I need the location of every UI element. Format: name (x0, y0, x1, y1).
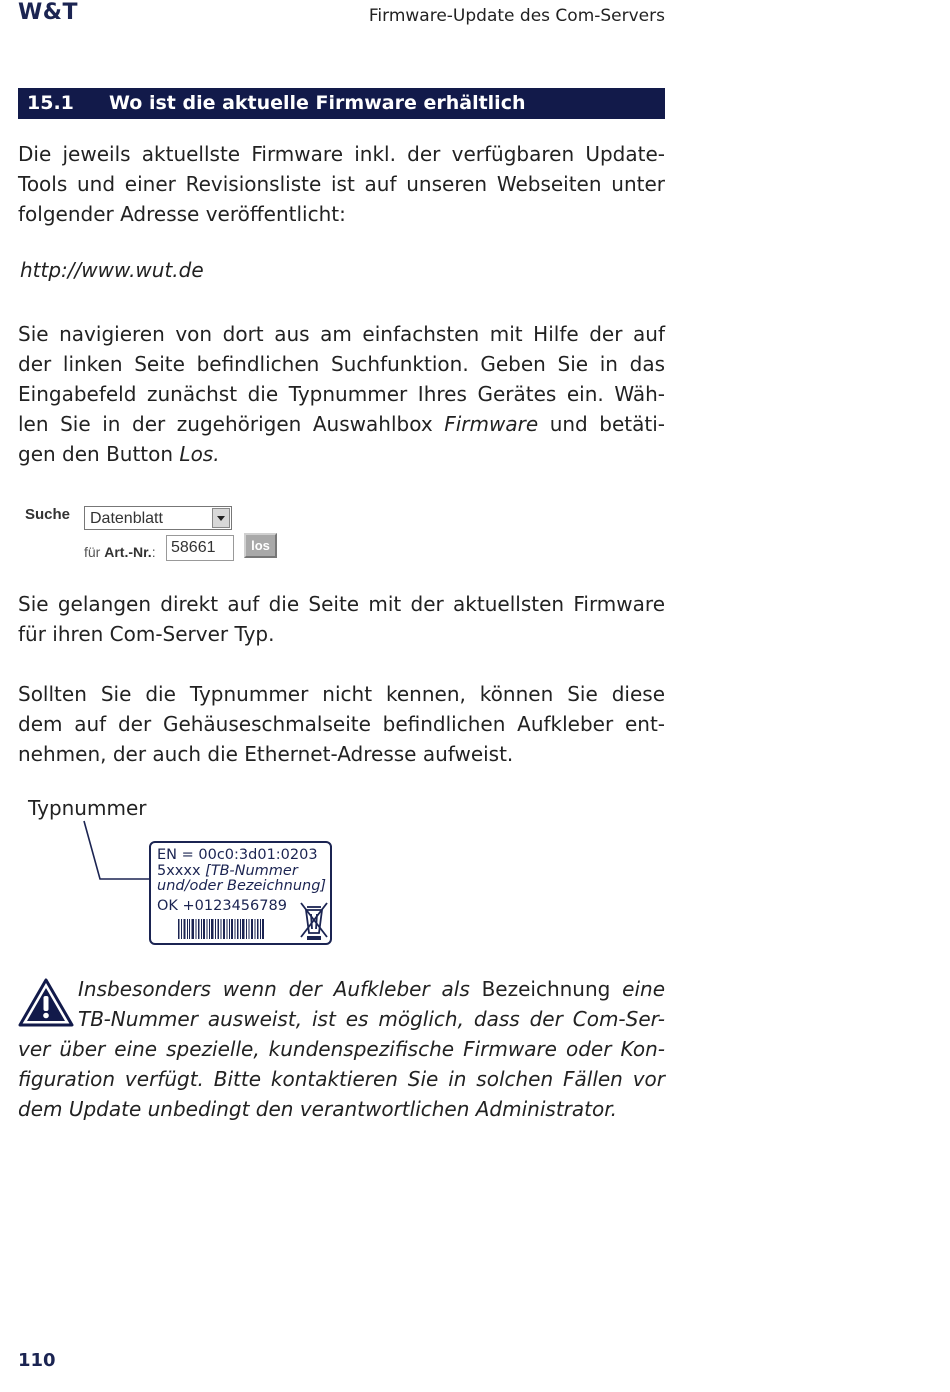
text-fragment: eine (622, 977, 665, 1001)
sticker-ethernet-line: EN = 00c0:3d01:0203 (157, 847, 318, 863)
artnr-prefix: für (84, 544, 101, 560)
text-line: Die jeweils aktuellste Firmware inkl. der verfügbaren Update- (18, 142, 665, 166)
section-number: 15.1 (27, 92, 74, 114)
website-url[interactable]: http://www.wut.de (20, 258, 204, 282)
los-button[interactable]: los (244, 533, 277, 558)
sticker-ok-line: OK +0123456789 (157, 898, 287, 914)
running-header: Firmware-Update des Com-Servers (368, 6, 665, 26)
article-number-label (84, 544, 156, 560)
warning-paragraph-body (18, 1034, 665, 1124)
text-line (18, 409, 665, 439)
sticker-designation-line: und/oder Bezeichnung] (157, 878, 327, 894)
text-line: Sollten Sie die Typnummer nicht kennen, können Sie diese (18, 682, 665, 706)
text-line: Tools und einer Revisionsliste ist auf unseren Webseiten unter (18, 172, 665, 196)
text-line: dem Update unbedingt den verantwortlichen Administrator. (18, 1097, 617, 1121)
typnummer-paragraph (18, 679, 665, 769)
search-label: Suche (25, 506, 71, 523)
article-number-input[interactable]: 58661 (166, 535, 234, 561)
result-paragraph (18, 589, 665, 649)
text-line: folgender Adresse veröffentlicht: (18, 202, 346, 226)
text-line: TB-Nummer ausweist, ist es möglich, dass der Com-Ser- (78, 1007, 665, 1031)
text-fragment: Insbesonders wenn der Aufkleber als (78, 977, 470, 1001)
text-fragment: und betäti- (549, 412, 666, 436)
text-line: Sie navigieren von dort aus am einfachsten mit Hilfe der auf (18, 322, 665, 346)
artnr-label-text: Art.-Nr. (104, 544, 152, 560)
navigation-paragraph (18, 319, 665, 469)
search-type-select[interactable] (84, 506, 232, 530)
artnr-colon: : (151, 544, 156, 560)
chevron-down-icon[interactable] (212, 508, 230, 528)
sticker-type-note: [TB-Nummer (205, 863, 298, 879)
sticker-type-code: 5xxxx (157, 863, 201, 879)
crossed-bin-icon (299, 899, 329, 941)
barcode-icon (178, 919, 264, 939)
text-line (78, 974, 665, 1004)
text-line: ver über eine spezielle, kundenspezifische Firmware oder Kon- (18, 1037, 665, 1061)
device-sticker (149, 841, 332, 945)
text-fragment: gen den Button (18, 442, 174, 466)
text-line: figuration verfügt. Bitte kontaktieren Sie in solchen Fällen vor (18, 1067, 665, 1091)
section-heading (18, 88, 665, 119)
warning-icon (18, 978, 74, 1027)
text-line: für ihren Com-Server Typ. (18, 622, 275, 646)
text-fragment: len Sie in der zugehörigen Auswahlbox (18, 412, 433, 436)
text-line: dem auf der Gehäuseschmalseite befindlichen Aufkleber ent- (18, 712, 665, 736)
emphasis-los: Los. (179, 442, 220, 466)
brand-logo: W&T (18, 0, 78, 25)
section-title: Wo ist die aktuelle Firmware erhältlich (109, 92, 526, 114)
text-line (18, 439, 665, 469)
sticker-type-line (157, 863, 298, 879)
text-line: Eingabefeld zunächst die Typnummer Ihres Gerätes ein. Wäh- (18, 382, 665, 406)
text-fragment-upright: Bezeichnung (481, 977, 611, 1001)
page-number: 110 (18, 1350, 56, 1371)
text-line: der linken Seite befindlichen Suchfunktion. Geben Sie in das (18, 352, 665, 376)
typnummer-caption: Typnummer (28, 796, 147, 820)
warning-paragraph-head (78, 974, 665, 1034)
text-line: Sie gelangen direkt auf die Seite mit der aktuellsten Firmware (18, 592, 665, 616)
intro-paragraph (18, 139, 665, 229)
select-value: Datenblatt (90, 510, 163, 527)
emphasis-firmware: Firmware (444, 412, 539, 436)
text-line: nehmen, der auch die Ethernet-Adresse aufweist. (18, 742, 514, 766)
